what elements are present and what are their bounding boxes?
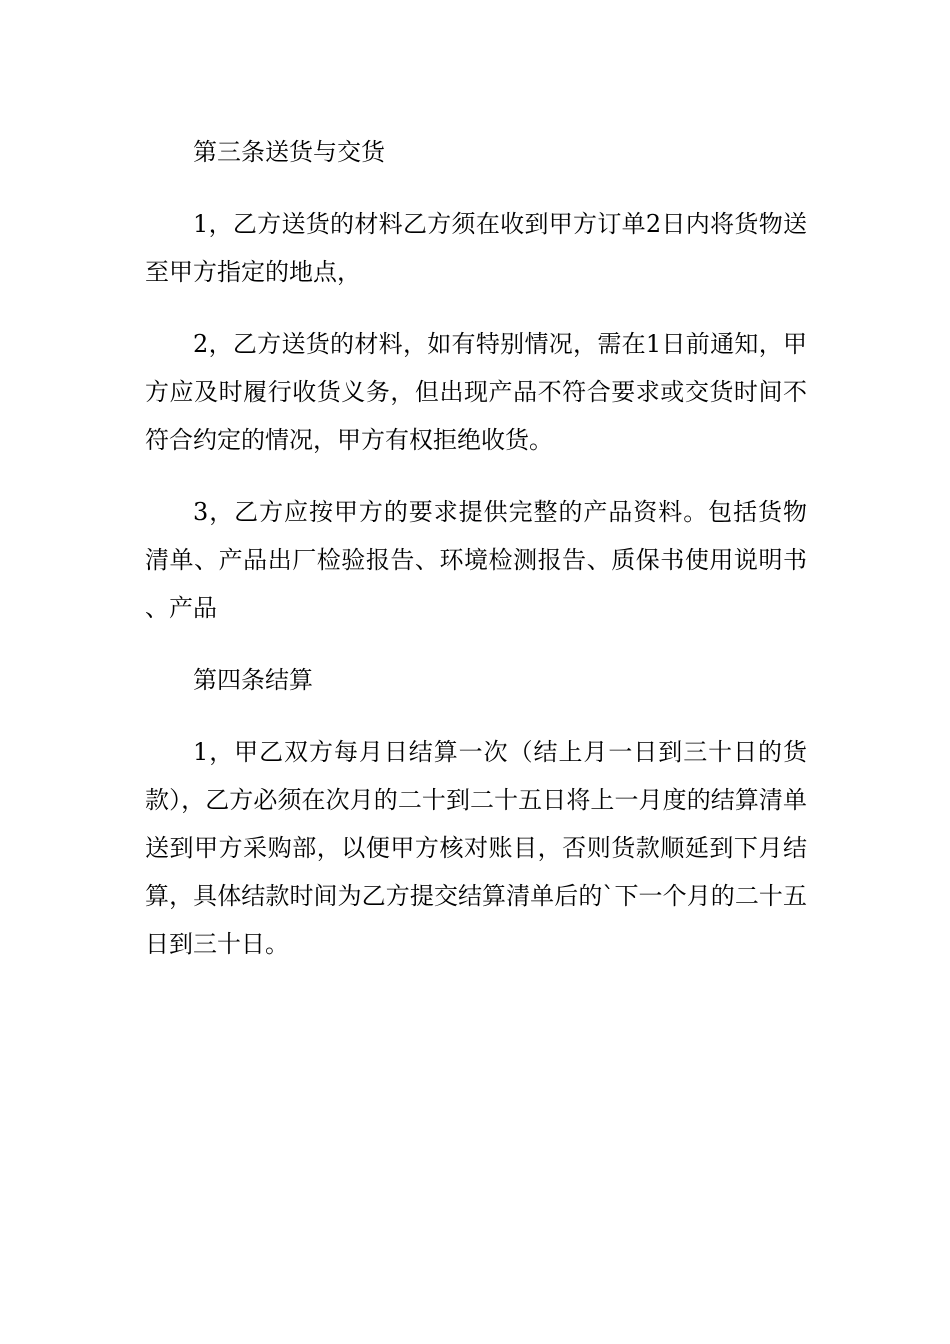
delivery-clause-1: 1，乙方送货的材料乙方须在收到甲方订单2日内将货物送至甲方指定的地点， (145, 210, 807, 286)
document-body (145, 128, 807, 992)
section-heading-delivery: 第三条送货与交货 (193, 138, 385, 166)
delivery-clause-3: 3，乙方应按甲方的要求提供完整的产品资料。包括货物清单、产品出厂检验报告、环境检测报告、质保书使用说明书、产品 (145, 498, 807, 622)
settlement-clause-1: 1，甲乙双方每月日结算一次（结上月一日到三十日的货款），乙方必须在次月的二十到二十五日将上一月度的结算清单送到甲方采购部，以便甲方核对账目，否则货款顺延到下月结算，具体结款时间为乙方提交结算清单后的`下一个月的二十五日到三十日。 (145, 738, 807, 958)
delivery-clause-2: 2，乙方送货的材料，如有特别情况，需在1日前通知，甲方应及时履行收货义务，但出现产品不符合要求或交货时间不符合约定的情况，甲方有权拒绝收货。 (145, 330, 807, 454)
section-heading-settlement: 第四条结算 (193, 666, 313, 694)
